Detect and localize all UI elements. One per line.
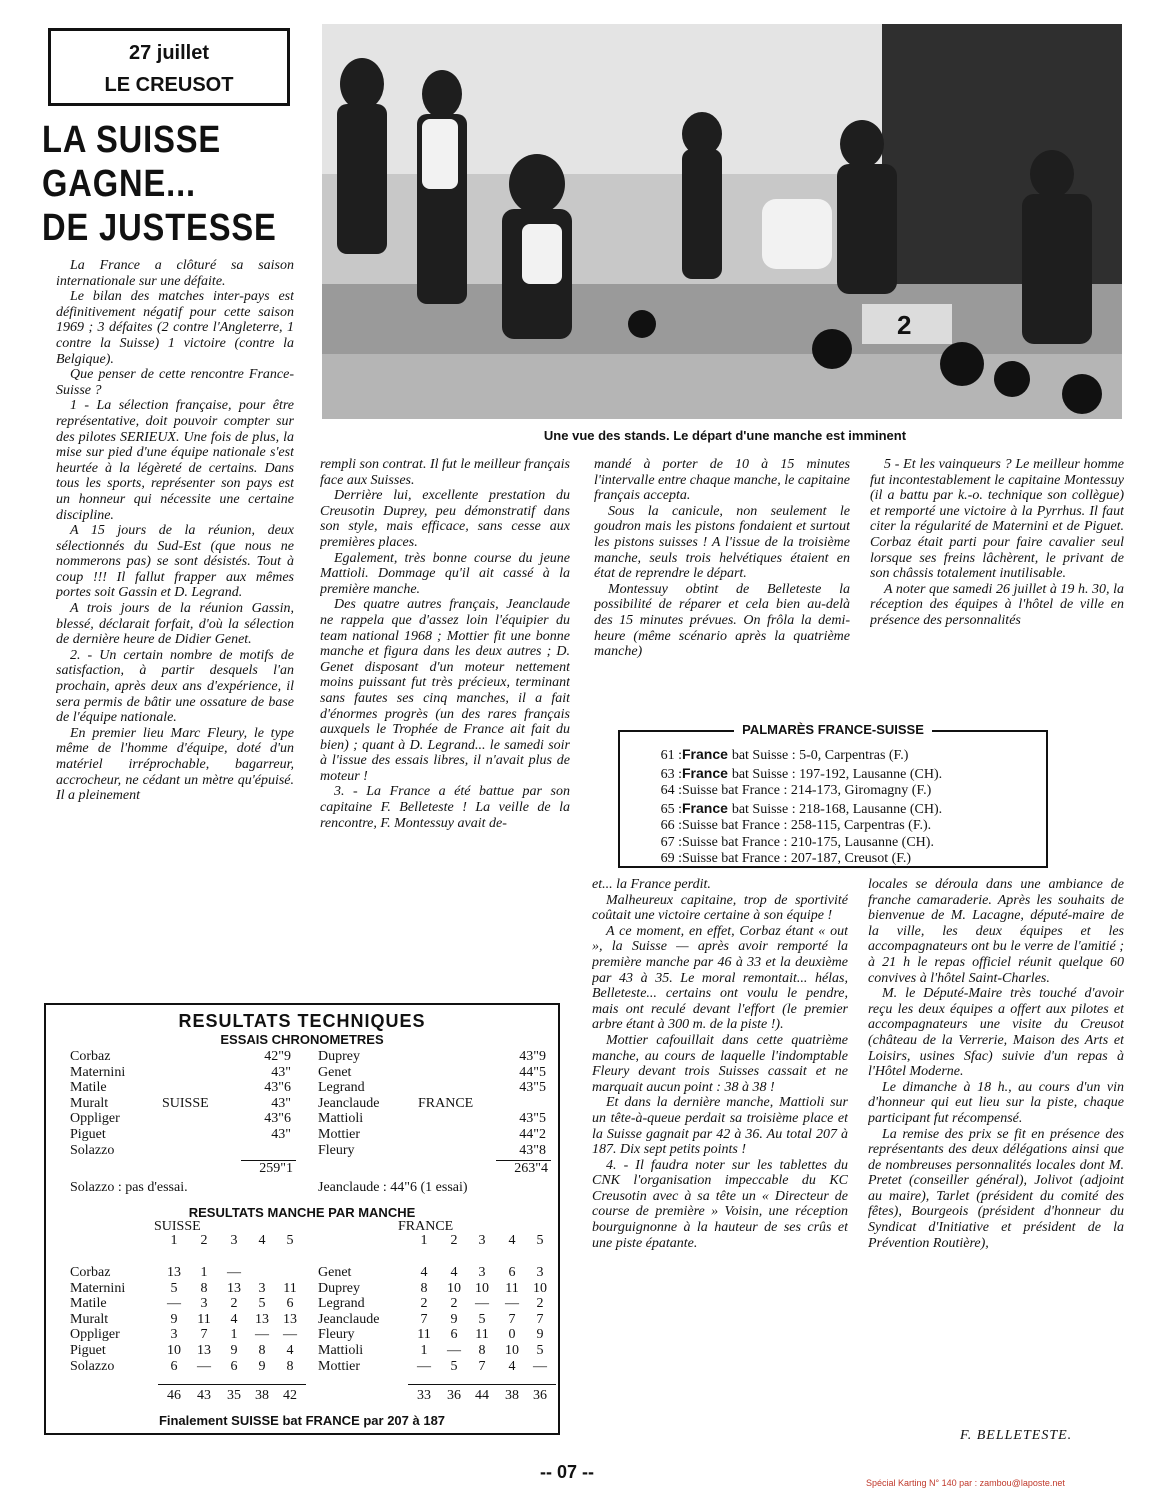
manche-score: 9 bbox=[230, 1343, 238, 1358]
manche-score: 9 bbox=[258, 1358, 266, 1374]
manche-score: 10 bbox=[475, 1280, 489, 1296]
palmares-score: : 218-168, Lausanne (CH). bbox=[788, 801, 943, 817]
manche-score: 13 bbox=[227, 1280, 241, 1296]
manche-score: 13 bbox=[167, 1265, 181, 1280]
manche-total: 42 bbox=[283, 1388, 297, 1404]
paragraph: A noter que samedi 26 juillet à 19 h. 30, la réception des équipes à l'hôtel de ville en présence des personnalités bbox=[870, 581, 1124, 628]
essai-time: 43"6 bbox=[264, 1111, 291, 1127]
manche-total: 43 bbox=[197, 1388, 211, 1404]
essai-time: 44"5 bbox=[519, 1064, 546, 1080]
manche-name: Maternini bbox=[70, 1280, 126, 1296]
article-column-4 bbox=[870, 457, 1124, 725]
essai-name: Mottier bbox=[318, 1127, 360, 1142]
manche-score: 11 bbox=[475, 1327, 489, 1343]
france-label: FRANCE bbox=[418, 1095, 474, 1111]
manche-score: — bbox=[417, 1358, 431, 1374]
manche-score: 2 bbox=[450, 1296, 458, 1312]
paragraph: Le dimanche à 18 h., au cours d'un vin d'honneur qui eut lieu sur la piste, chaque participant fut récompensé. bbox=[868, 1079, 1124, 1126]
manche-total: 35 bbox=[227, 1388, 241, 1404]
suisse-label: SUISSE bbox=[154, 1219, 201, 1234]
article-column-3 bbox=[594, 457, 850, 727]
essai-name: Maternini bbox=[70, 1064, 126, 1080]
paragraph: Des quatre autres français, Jeanclaude ne rappela que d'assez loin l'équipier du team national 1968 ; Mottier fit une bonne manche et figura dans les deux autres ; D. Genet disposant d'un moteur nettement moins puissant fut très précieux, terminant sans fautes ses cinq manches, il a fait d'énormes progrès (un des rares français auxquels le Trophée de France ait fait du bien) ; quant à D. Legrand... le samedi soir à l'issue des essais libres, il n'avait plus de moteur ! bbox=[320, 597, 570, 784]
manche-name: Genet bbox=[318, 1265, 352, 1280]
essai-name: Oppliger bbox=[70, 1111, 120, 1127]
manche-score: 5 bbox=[258, 1296, 266, 1312]
palmares-score: : 214-173, Giromagny (F.) bbox=[779, 783, 932, 798]
paragraph: 4. - Il faudra noter sur les tablettes du CNK l'organisation impeccable du KC Creusotin avec à sa tête un « Directeur de course de première » Voisin, une réception bourguignonne à la hauteur de ses crûs et une piste épatante. bbox=[592, 1157, 848, 1251]
palmares-text: bat Suisse bbox=[731, 801, 789, 817]
essai-time: 43" bbox=[271, 1127, 291, 1142]
manche-score: — bbox=[505, 1296, 519, 1312]
manche-score: 11 bbox=[417, 1327, 431, 1343]
manche-score: 9 bbox=[536, 1327, 544, 1343]
manche-header: 1 bbox=[170, 1233, 178, 1248]
manche-total: 36 bbox=[447, 1388, 461, 1404]
paragraph: Sous la canicule, non seulement le goudron mais les pistons fondaient et surtout les pistons suisses ! A l'issue de la troisième manche, seuls trois helvétiques étaient en état de reprendre le départ. bbox=[594, 503, 850, 582]
article-column-2 bbox=[320, 457, 570, 997]
manche-score: 10 bbox=[533, 1280, 547, 1296]
paragraph: mandé à porter de 10 à 15 minutes l'intervalle entre chaque manche, le capitaine français accepta. bbox=[594, 457, 850, 504]
manche-score: 13 bbox=[197, 1343, 211, 1358]
paragraph: A 15 jours de la réunion, deux sélectionnés du Sud-Est (que nous ne nommerons pas) se sont désistés. Tout à coup !!! Il fallut frapper aux mêmes portes soit Gassin et D. Legrand. bbox=[56, 523, 294, 601]
headline-line-2: GAGNE... bbox=[42, 163, 196, 205]
essai-time: 43"8 bbox=[519, 1142, 546, 1158]
headline-line-1: LA SUISSE bbox=[42, 119, 222, 161]
paragraph: Derrière lui, excellente prestation du Creusotin Duprey, peu démonstratif dans son style, mais efficace, sans cesse aux premières places. bbox=[320, 488, 570, 550]
manche-name: Muralt bbox=[70, 1311, 109, 1327]
manche-score: 3 bbox=[258, 1280, 266, 1296]
manche-score: — bbox=[227, 1265, 241, 1280]
manche-score: 2 bbox=[536, 1296, 544, 1312]
essai-name: Duprey bbox=[318, 1049, 360, 1064]
essai-name: Solazzo bbox=[70, 1142, 115, 1158]
palmares-row bbox=[648, 800, 942, 819]
total-rule bbox=[158, 1384, 306, 1385]
paragraph: 5 - Et les vainqueurs ? Le meilleur homme fut incontestablement le capitaine Montessuy (il a battu par k.-o. technique son collègue) et remporté une victoire à la Pyrrhus. Il faut citer la régularité de Maternini et de Piguet. Corbaz était parti pour faire cavalier seul lorsque ses freins lâchèrent, le privant de son châssis totalement inutilisable. bbox=[870, 457, 1124, 582]
manche-score: — bbox=[447, 1343, 461, 1358]
manche-header: 4 bbox=[508, 1233, 516, 1248]
paragraph: rempli son contrat. Il fut le meilleur français face aux Suisses. bbox=[320, 457, 570, 488]
paragraph: La France a clôturé sa saison internationale sur une défaite. bbox=[56, 258, 294, 289]
manche-name: Fleury bbox=[318, 1327, 355, 1343]
manche-score: 4 bbox=[450, 1265, 458, 1280]
manche-name: Jeanclaude bbox=[318, 1311, 380, 1327]
photo-caption: Une vue des stands. Le départ d'une manche est imminent bbox=[543, 428, 907, 443]
essai-name: Jeanclaude bbox=[318, 1095, 380, 1111]
manche-score: 2 bbox=[230, 1296, 238, 1312]
paragraph: La remise des prix se fit en présence des représentants des deux délégations ainsi que de nombreuses personnalités locales dont M. Pretet (conseiller général), Jolivot (adjoint au maire), Tarlet (président du comité des fêtes), Bourgeois (président d'honneur du Syndicat d'Initiative et président de la Prévention Routière), bbox=[868, 1126, 1124, 1251]
manche-total: 46 bbox=[167, 1388, 181, 1404]
manche-score: 2 bbox=[420, 1296, 428, 1312]
manche-header: 2 bbox=[200, 1233, 208, 1248]
palmares-text: bat Suisse bbox=[731, 766, 789, 782]
essai-time: 42"9 bbox=[264, 1049, 291, 1064]
manche-score: 5 bbox=[450, 1358, 458, 1374]
manche-header: 1 bbox=[420, 1233, 428, 1248]
article-column-5 bbox=[592, 877, 848, 1442]
palmares-year: 64 : bbox=[660, 783, 682, 798]
palmares-text: Suisse bat France bbox=[682, 834, 780, 850]
manche-total: 38 bbox=[505, 1388, 519, 1404]
final-result: Finalement SUISSE bat FRANCE par 207 à 187 bbox=[158, 1413, 446, 1428]
place: LE CREUSOT bbox=[104, 74, 234, 96]
manche-score: 3 bbox=[536, 1265, 544, 1280]
palmares-year: 66 : bbox=[660, 818, 682, 833]
manche-header: 3 bbox=[478, 1233, 486, 1248]
essai-total-suisse: 259"1 bbox=[259, 1161, 293, 1177]
manche-name: Mottier bbox=[318, 1358, 360, 1374]
essai-time: 44"2 bbox=[519, 1127, 546, 1142]
paragraph: M. le Député-Maire très touché d'avoir reçu les deux équipes a offert aux pilotes et accompagnateurs une visite du Creusot (château de la Verrerie, Maison des Arts et Loisirs, usines Sfac) suivie d'un repas à l'Hôtel Moderne. bbox=[868, 986, 1124, 1080]
palmares-year: 67 : bbox=[660, 834, 682, 850]
paragraph: A ce moment, en effet, Corbaz étant « out », la Suisse — après avoir remporté la première manche par 46 à 33 et la deuxième par 43 à 35. Le moral remontait... hélas, Belleteste... certains ont voulu le pendre, mais ont reculé devant l'effort (le premier arbre étant à 300 m. de la piste !). bbox=[592, 923, 848, 1033]
page-number: -- 07 -- bbox=[540, 1462, 594, 1482]
palmares-row bbox=[648, 818, 942, 835]
essai-name: Muralt bbox=[70, 1095, 109, 1111]
manche-score: 6 bbox=[508, 1265, 516, 1280]
manche-score: 7 bbox=[420, 1311, 428, 1327]
palmares-winner: France bbox=[682, 799, 732, 816]
manche-header: 5 bbox=[536, 1233, 544, 1248]
manche-score: 8 bbox=[420, 1280, 428, 1296]
footer-credit: Spécial Karting N° 140 par : zambou@laposte.net bbox=[866, 1478, 1065, 1488]
pit-scene-illustration bbox=[322, 24, 1122, 419]
manche-total: 44 bbox=[475, 1388, 489, 1404]
manche-score: 8 bbox=[258, 1343, 266, 1358]
manche-score: — bbox=[167, 1296, 181, 1312]
manche-score: 9 bbox=[170, 1311, 178, 1327]
palmares-score: : 5-0, Carpentras (F.) bbox=[788, 748, 909, 763]
manche-score: 7 bbox=[478, 1358, 486, 1374]
manche-name: Corbaz bbox=[70, 1265, 111, 1280]
essai-name: Fleury bbox=[318, 1142, 355, 1158]
manche-score: 3 bbox=[200, 1296, 208, 1312]
manche-score: 5 bbox=[536, 1343, 544, 1358]
palmares-score: : 197-192, Lausanne (CH). bbox=[788, 766, 943, 782]
manche-score: 11 bbox=[197, 1311, 211, 1327]
suisse-label: SUISSE bbox=[162, 1095, 209, 1111]
manche-name: Piguet bbox=[70, 1343, 106, 1358]
results-title: RESULTATS TECHNIQUES bbox=[178, 1011, 426, 1031]
palmares-winner: France bbox=[682, 746, 732, 762]
palmares-row bbox=[648, 765, 942, 784]
paragraph: Le bilan des matches inter-pays est définitivement négatif pour cette saison 1969 ; 3 défaites (2 contre l'Angleterre, 1 contre la Suisse) 1 victoire (contre la Belgique). bbox=[56, 289, 294, 367]
essai-name: Piguet bbox=[70, 1127, 106, 1142]
manche-score: 1 bbox=[230, 1327, 238, 1343]
essai-name: Corbaz bbox=[70, 1049, 111, 1064]
manche-score: 3 bbox=[478, 1265, 486, 1280]
palmares-text: Suisse bat France bbox=[682, 783, 780, 798]
manche-score: 6 bbox=[230, 1358, 238, 1374]
essai-time: 43"9 bbox=[519, 1049, 546, 1064]
manche-total: 38 bbox=[255, 1388, 269, 1404]
manche-header: 5 bbox=[286, 1233, 294, 1248]
paragraph: Egalement, très bonne course du jeune Mattioli. Dommage qu'il ait cassé à la première manche. bbox=[320, 550, 570, 597]
manche-score: 10 bbox=[505, 1343, 519, 1358]
manche-score: 4 bbox=[230, 1311, 238, 1327]
essai-total-france: 263"4 bbox=[514, 1161, 548, 1177]
manche-score: 9 bbox=[450, 1311, 458, 1327]
palmares-text: bat Suisse bbox=[731, 748, 789, 763]
essai-time: 43"5 bbox=[519, 1111, 546, 1127]
essai-time: 43" bbox=[271, 1095, 291, 1111]
date-box bbox=[48, 28, 290, 106]
manche-score: 8 bbox=[200, 1280, 208, 1296]
essai-note-suisse: Solazzo : pas d'essai. bbox=[70, 1179, 188, 1195]
manche-score: 11 bbox=[283, 1280, 297, 1296]
pit-photo bbox=[322, 24, 1122, 419]
palmares-box bbox=[618, 722, 1048, 868]
manche-score: 4 bbox=[286, 1343, 294, 1358]
manche-score: — bbox=[197, 1358, 211, 1374]
palmares-score: : 258-115, Carpentras (F.). bbox=[779, 818, 932, 833]
palmares-year: 63 : bbox=[660, 766, 682, 782]
manche-header: 4 bbox=[258, 1233, 266, 1248]
palmares-text: Suisse bat France bbox=[682, 851, 780, 866]
manche-header: 3 bbox=[230, 1233, 238, 1248]
manche-score: 10 bbox=[167, 1343, 181, 1358]
palmares-text: Suisse bat France bbox=[682, 818, 780, 833]
paragraph: 3. - La France a été battue par son capitaine F. Belleteste ! La veille de la rencontre, F. Montessuy avait de- bbox=[320, 784, 570, 831]
manche-score: 5 bbox=[170, 1280, 178, 1296]
essai-name: Matile bbox=[70, 1080, 107, 1096]
manche-total: 33 bbox=[417, 1388, 431, 1404]
headline bbox=[42, 118, 283, 250]
essai-time: 43" bbox=[271, 1064, 291, 1080]
signature: F. BELLETESTE. bbox=[960, 1428, 1073, 1443]
paragraph: Que penser de cette rencontre France-Suisse ? bbox=[56, 367, 294, 398]
manche-score: — bbox=[475, 1296, 489, 1312]
manche-score: 5 bbox=[478, 1311, 486, 1327]
manche-score: 1 bbox=[420, 1343, 428, 1358]
paragraph: Et dans la dernière manche, Mattioli sur un tête-à-queue perdait sa troisième place et la Suisse gagnait par 42 à 36. Au total 207 à 187. Dix sept petits points ! bbox=[592, 1095, 848, 1158]
paragraph: 1 - La sélection française, pour être représentative, doit pouvoir compter sur des pilotes SERIEUX. Une fois de plus, la mise sur pied d'une équipe nationale s'est heurtée à la légèreté de certains. Dans tous les sports, représenter son pays est un honneur qui nécessite une certaine discipline. bbox=[56, 398, 294, 523]
paragraph: et... la France perdit. bbox=[592, 877, 711, 892]
manche-header: 2 bbox=[450, 1233, 458, 1248]
france-label: FRANCE bbox=[398, 1219, 454, 1234]
paragraph: Montessuy obtint de Belleteste la possibilité de réparer et cela bien au-delà des 15 minutes prévues. On frôla la demi-heure (même scénario après la quatrième manche) bbox=[594, 581, 850, 660]
manche-score: 7 bbox=[536, 1311, 544, 1327]
essai-note-france: Jeanclaude : 44"6 (1 essai) bbox=[318, 1179, 468, 1195]
manche-score: 8 bbox=[286, 1358, 294, 1374]
manche-name: Matile bbox=[70, 1296, 107, 1312]
paragraph: Mottier cafouillait dans cette quatrième manche, au cours de laquelle l'indomptable Fleury devant trois Suisses cassait et ne marquait aucun point : 38 à 38 ! bbox=[592, 1032, 848, 1095]
palmares-row bbox=[648, 746, 942, 765]
palmares-list bbox=[648, 746, 942, 868]
palmares-row bbox=[648, 783, 942, 800]
manche-score: 8 bbox=[478, 1343, 486, 1358]
article-column-1 bbox=[56, 258, 294, 988]
palmares-year: 69 : bbox=[660, 851, 682, 866]
palmares-winner: France bbox=[682, 764, 732, 781]
manche-name: Duprey bbox=[318, 1280, 360, 1296]
essai-name: Legrand bbox=[318, 1080, 365, 1096]
palmares-year: 61 : bbox=[660, 748, 682, 763]
palmares-title: PALMARÈS FRANCE-SUISSE bbox=[734, 722, 932, 737]
palmares-row bbox=[648, 851, 942, 868]
article-column-6 bbox=[868, 877, 1124, 1452]
paragraph: 2. - Un certain nombre de motifs de satisfaction, à partir desquels l'an prochain, après deux ans d'expérience, il sera permis de bâtir une ossature de base de l'équipe nationale. bbox=[56, 647, 294, 726]
manche-score: 7 bbox=[508, 1311, 516, 1327]
manche-score: 11 bbox=[505, 1280, 519, 1296]
manche-score: 6 bbox=[450, 1327, 458, 1343]
essai-name: Genet bbox=[318, 1064, 352, 1080]
manche-score: — bbox=[533, 1358, 547, 1374]
manche-score: 13 bbox=[283, 1311, 297, 1327]
date: 27 juillet bbox=[128, 42, 210, 64]
headline-line-3: DE JUSTESSE bbox=[42, 207, 277, 249]
results-box bbox=[44, 1003, 560, 1435]
essai-time: 43"6 bbox=[264, 1080, 291, 1096]
manche-score: 10 bbox=[447, 1280, 461, 1296]
manche-name: Legrand bbox=[318, 1296, 365, 1312]
manche-score: — bbox=[255, 1327, 269, 1343]
essai-name: Mattioli bbox=[318, 1111, 364, 1127]
manche-score: 4 bbox=[508, 1358, 516, 1374]
manche-score: 6 bbox=[286, 1296, 294, 1312]
total-rule bbox=[408, 1384, 556, 1385]
essai-time: 43"5 bbox=[519, 1080, 546, 1096]
paragraph: locales se déroula dans une ambiance de franche camaraderie. Après les souhaits de bienvenue de M. Lacagne, député-maire de la ville, les deux équipes et les accompagnateurs ont bu le verre de l'amitié ; à 21 h le repas officiel réunit quelque 60 convives à l'hôtel Saint-Charles. bbox=[868, 877, 1124, 986]
paragraph: A trois jours de la réunion Gassin, blessé, déclarait forfait, d'où la sélection de dernière heure de Didier Genet. bbox=[56, 601, 294, 648]
manche-score: 0 bbox=[508, 1327, 516, 1343]
manche-title: RESULTATS MANCHE PAR MANCHE bbox=[188, 1205, 416, 1220]
manche-score: 1 bbox=[200, 1265, 208, 1280]
manche-name: Solazzo bbox=[70, 1358, 115, 1374]
manche-score: 3 bbox=[170, 1327, 178, 1343]
manche-name: Mattioli bbox=[318, 1343, 364, 1358]
manche-score: 4 bbox=[420, 1265, 428, 1280]
manche-score: 7 bbox=[200, 1327, 208, 1343]
palmares-score: : 210-175, Lausanne (CH). bbox=[779, 834, 934, 850]
paragraph: En premier lieu Marc Fleury, le type même de l'homme d'équipe, doté d'un matériel irréprochable, bagarreur, accrocheur, ne cédant un mètre qu'épuisé. Il a pleinement bbox=[56, 725, 294, 804]
manche-total: 36 bbox=[533, 1388, 547, 1404]
paragraph: Malheureux capitaine, trop de sportivité coûtait une victoire certaine à son équipe ! bbox=[592, 892, 848, 924]
palmares-row bbox=[648, 835, 942, 852]
essais-title: ESSAIS CHRONOMETRES bbox=[220, 1032, 384, 1047]
manche-score: — bbox=[283, 1327, 297, 1343]
kart-number: 2 bbox=[897, 310, 912, 340]
manche-score: 13 bbox=[255, 1311, 269, 1327]
palmares-year: 65 : bbox=[660, 801, 682, 817]
palmares-score: : 207-187, Creusot (F.) bbox=[779, 851, 912, 866]
manche-score: 6 bbox=[170, 1358, 178, 1374]
manche-name: Oppliger bbox=[70, 1327, 120, 1343]
